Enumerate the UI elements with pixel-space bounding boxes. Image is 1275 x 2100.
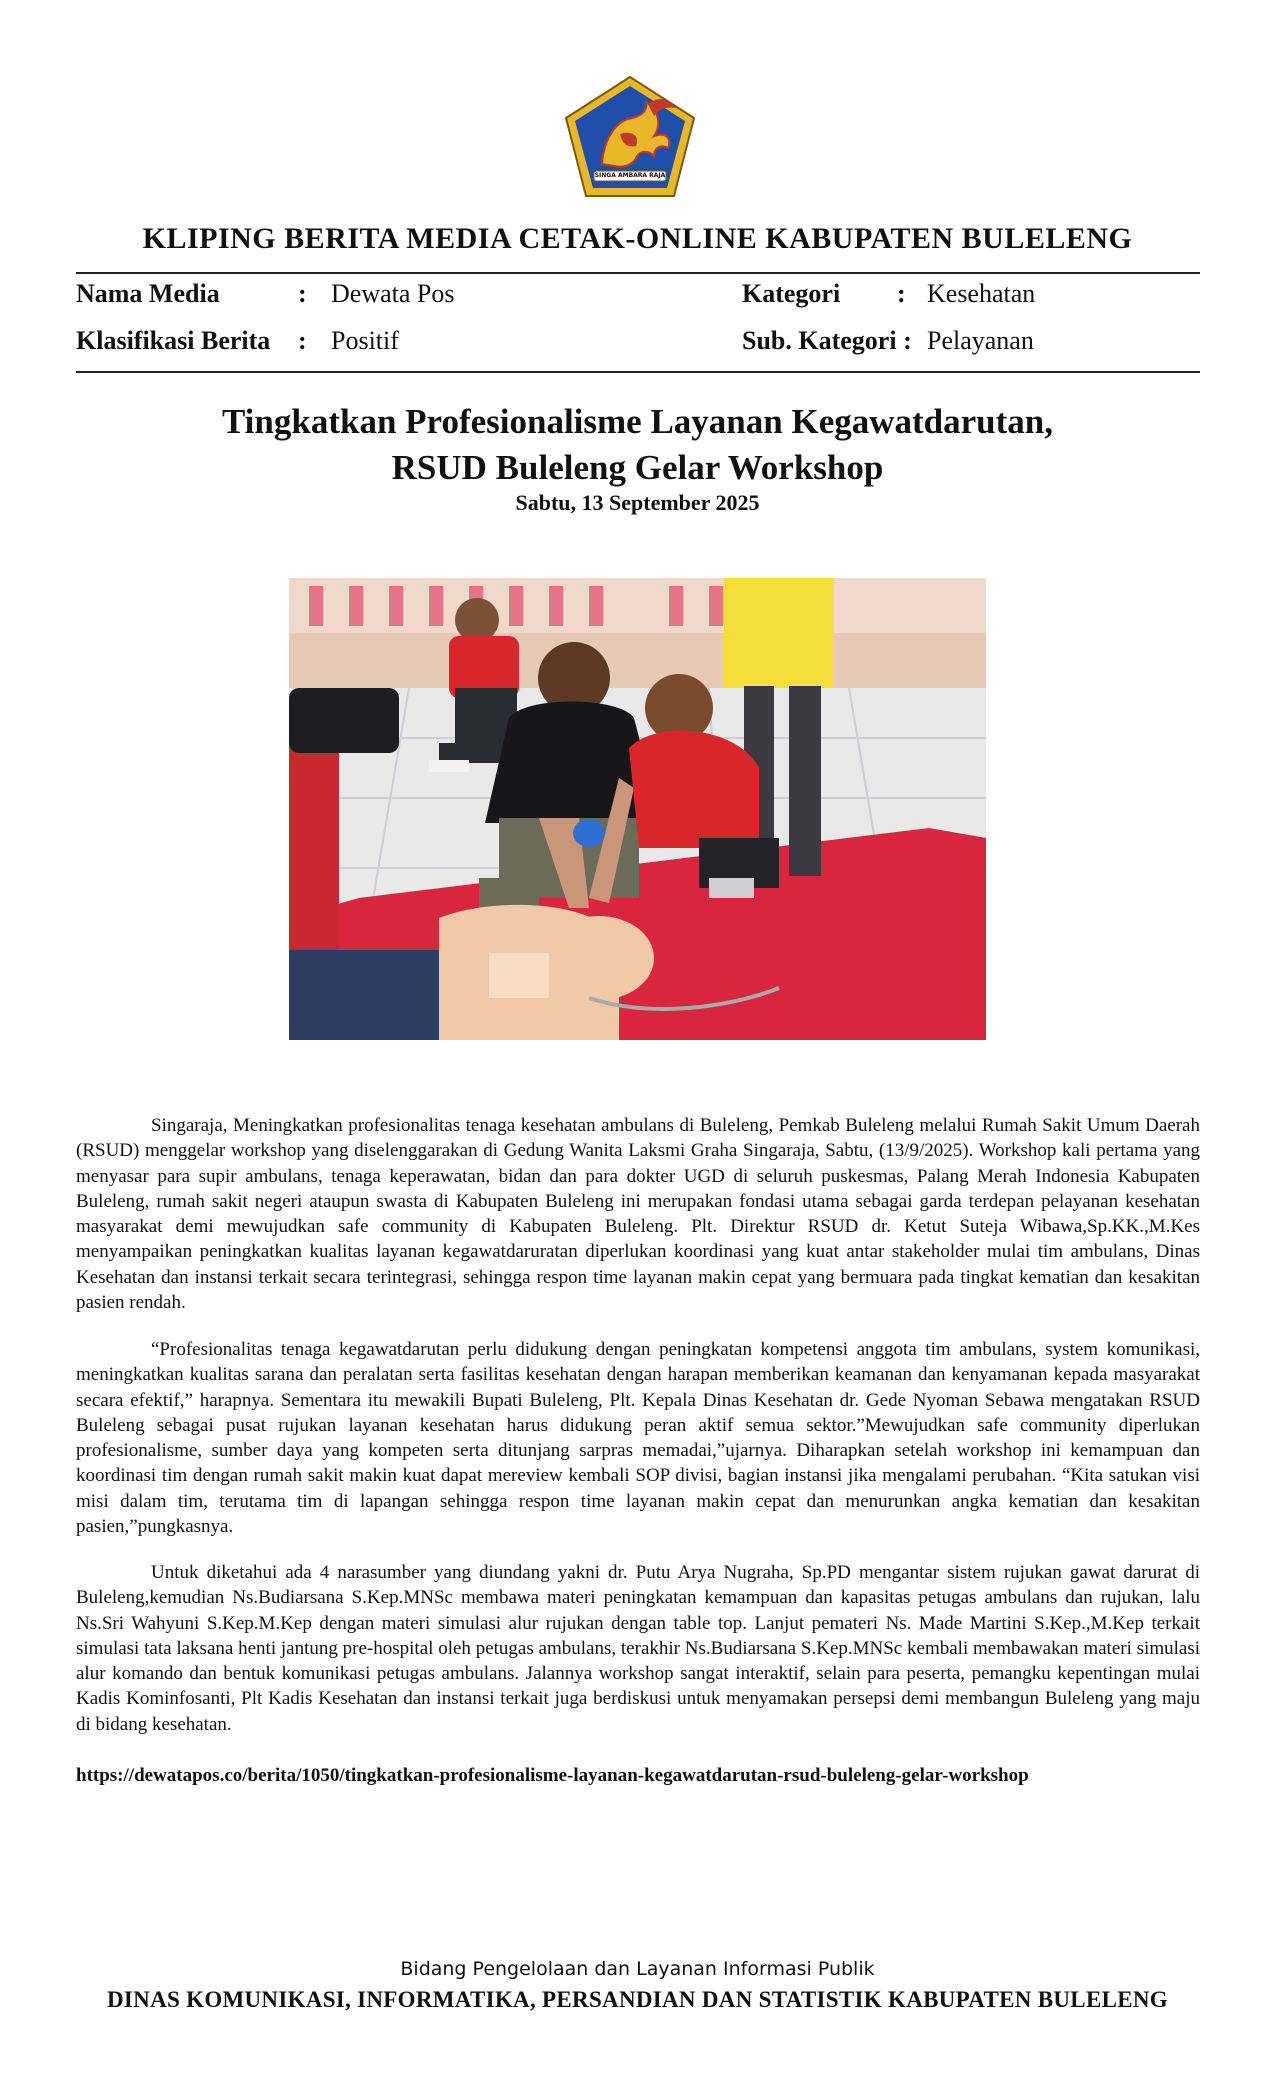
top-divider [76, 272, 1200, 274]
article-paragraph-2: “Profesionalitas tenaga kegawatdarutan perlu didukung dengan peningkatan kompetensi anggota tim ambulans, system komunikasi, meningkatkan kualitas sarana dan peralatan serta fasilitas kesehatan dengan harapan memberikan keamanan dan kenyamanan kepada masyarakat secara efektif,” harapnya. Sementara itu mewakili Bupati Buleleng, Plt. Kepala Dinas Kesehatan dr. Gede Nyoman Sebawa mengatakan RSUD Buleleng sebagai pusat rujukan layanan kesehatan harus didukung peran aktif semua sektor.”Mewujudkan safe community diperlukan profesionalisme, sumber daya yang kompeten serta ditunjang sarpras memadai,”ujarnya. Diharapkan setelah workshop ini kemampuan dan koordinasi tim dengan rumah sakit makin kuat dapat mereview kembali SOP divisi, bagian instansi jika mengalami perubahan. “Kita satukan visi misi dalam tim, terutama tim di lapangan sehingga respon time layanan makin cepat dan menurunkan angka kematian dan kesakitan pasien,”pungkasnya. [76, 1339, 1200, 1538]
footer-agency: DINAS KOMUNIKASI, INFORMATIKA, PERSANDIAN DAN STATISTIK KABUPATEN BULELENG [107, 1987, 1168, 2012]
media-value: Dewata Pos [331, 279, 455, 308]
article-photo-cpr-workshop [289, 578, 986, 1040]
footer-department: Bidang Pengelolaan dan Layanan Informasi Publik [400, 1958, 875, 1980]
kategori-separator: : [897, 279, 906, 308]
article-headline-line1: Tingkatkan Profesionalisme Layanan Kegawatdarutan, [221, 402, 1054, 441]
meta-bottom-divider [76, 371, 1200, 373]
meta-kategori-row [742, 279, 1182, 313]
page-title: KLIPING BERITA MEDIA CETAK-ONLINE KABUPATEN BULELENG [142, 222, 1133, 255]
meta-subkategori-row [742, 326, 1182, 360]
article-headline-line2: RSUD Buleleng Gelar Workshop [391, 448, 884, 487]
media-label: Nama Media [76, 279, 220, 308]
kategori-value: Kesehatan [927, 279, 1036, 308]
media-separator: : [298, 279, 307, 308]
meta-media-row [76, 279, 656, 313]
meta-klasifikasi-row [76, 326, 656, 360]
klasifikasi-separator: : [298, 326, 307, 355]
article-paragraph-1: Singaraja, Meningkatkan profesionalitas tenaga kesehatan ambulans di Buleleng, Pemkab Buleleng melalui Rumah Sakit Umum Daerah (RSUD) menggelar workshop yang diselenggarakan di Gedung Wanita Laksmi Graha Singaraja, Sabtu, (13/9/2025). Workshop kali pertama yang menyasar para supir ambulans, tenaga keperawatan, bidan dan para dokter UGD di seluruh puskesmas, Palang Merah Indonesia Kabupaten Buleleng, rumah sakit negeri ataupun swasta di Kabupaten Buleleng ini merupakan fondasi utama sebagai garda terdepan pelayanan kesehatan masyarakat demi mewujudkan safe community di Kabupaten Buleleng. Plt. Direktur RSUD dr. Ketut Suteja Wibawa,Sp.KK.,M.Kes menyampaikan peningkatkan kualitas layanan kegawatdaruratan diperlukan koordinasi yang kuat antar stakeholder mulai tim ambulans, Dinas Kesehatan dan instansi terkait secara terintegrasi, sehingga respon time layanan makin cepat yang bermuara pada tingkat kematian dan kesakitan pasien rendah. [76, 1115, 1200, 1314]
regency-emblem-logo [562, 74, 698, 200]
klasifikasi-label: Klasifikasi Berita [76, 326, 271, 355]
klasifikasi-value: Positif [331, 326, 399, 355]
article-paragraph-3: Untuk diketahui ada 4 narasumber yang diundang yakni dr. Putu Arya Nugraha, Sp.PD mengantar sistem rujukan gawat darurat di Buleleng,kemudian Ns.Budiarsana S.Kep.MNSc membawa materi peningkatan kemampuan dan kapasitas petugas ambulans dan rujukan, lalu Ns.Sri Wahyuni S.Kep.M.Kep dengan materi simulasi alur rujukan dengan table top. Lanjut pemateri Ns. Made Martini S.Kep.,M.Kep terkait simulasi tata laksana henti jantung pre-hospital oleh petugas ambulans, terakhir Ns.Budiarsana S.Kep.MNSc kembali membawakan materi simulasi alur komando dan bentuk komunikasi petugas ambulans. Jalannya workshop sangat interaktif, selain para peserta, pemangku kepentingan mulai Kadis Kominfosanti, Plt Kadis Kesehatan dan instansi terkait juga berdiskusi untuk menyamakan persepsi demi membangun Buleleng yang maju di bidang kesehatan. [76, 1562, 1200, 1735]
logo-motto: SINGA AMBARA RAJA [594, 172, 666, 179]
subkategori-label: Sub. Kategori : [742, 326, 912, 355]
kategori-label: Kategori [742, 279, 841, 308]
article-date: Sabtu, 13 September 2025 [515, 490, 760, 515]
source-link[interactable]: https://dewatapos.co/berita/1050/tingkatkan-profesionalisme-layanan-kegawatdarutan-rsud-buleleng-gelar-workshop [76, 1765, 1029, 1786]
subkategori-value: Pelayanan [927, 326, 1034, 355]
